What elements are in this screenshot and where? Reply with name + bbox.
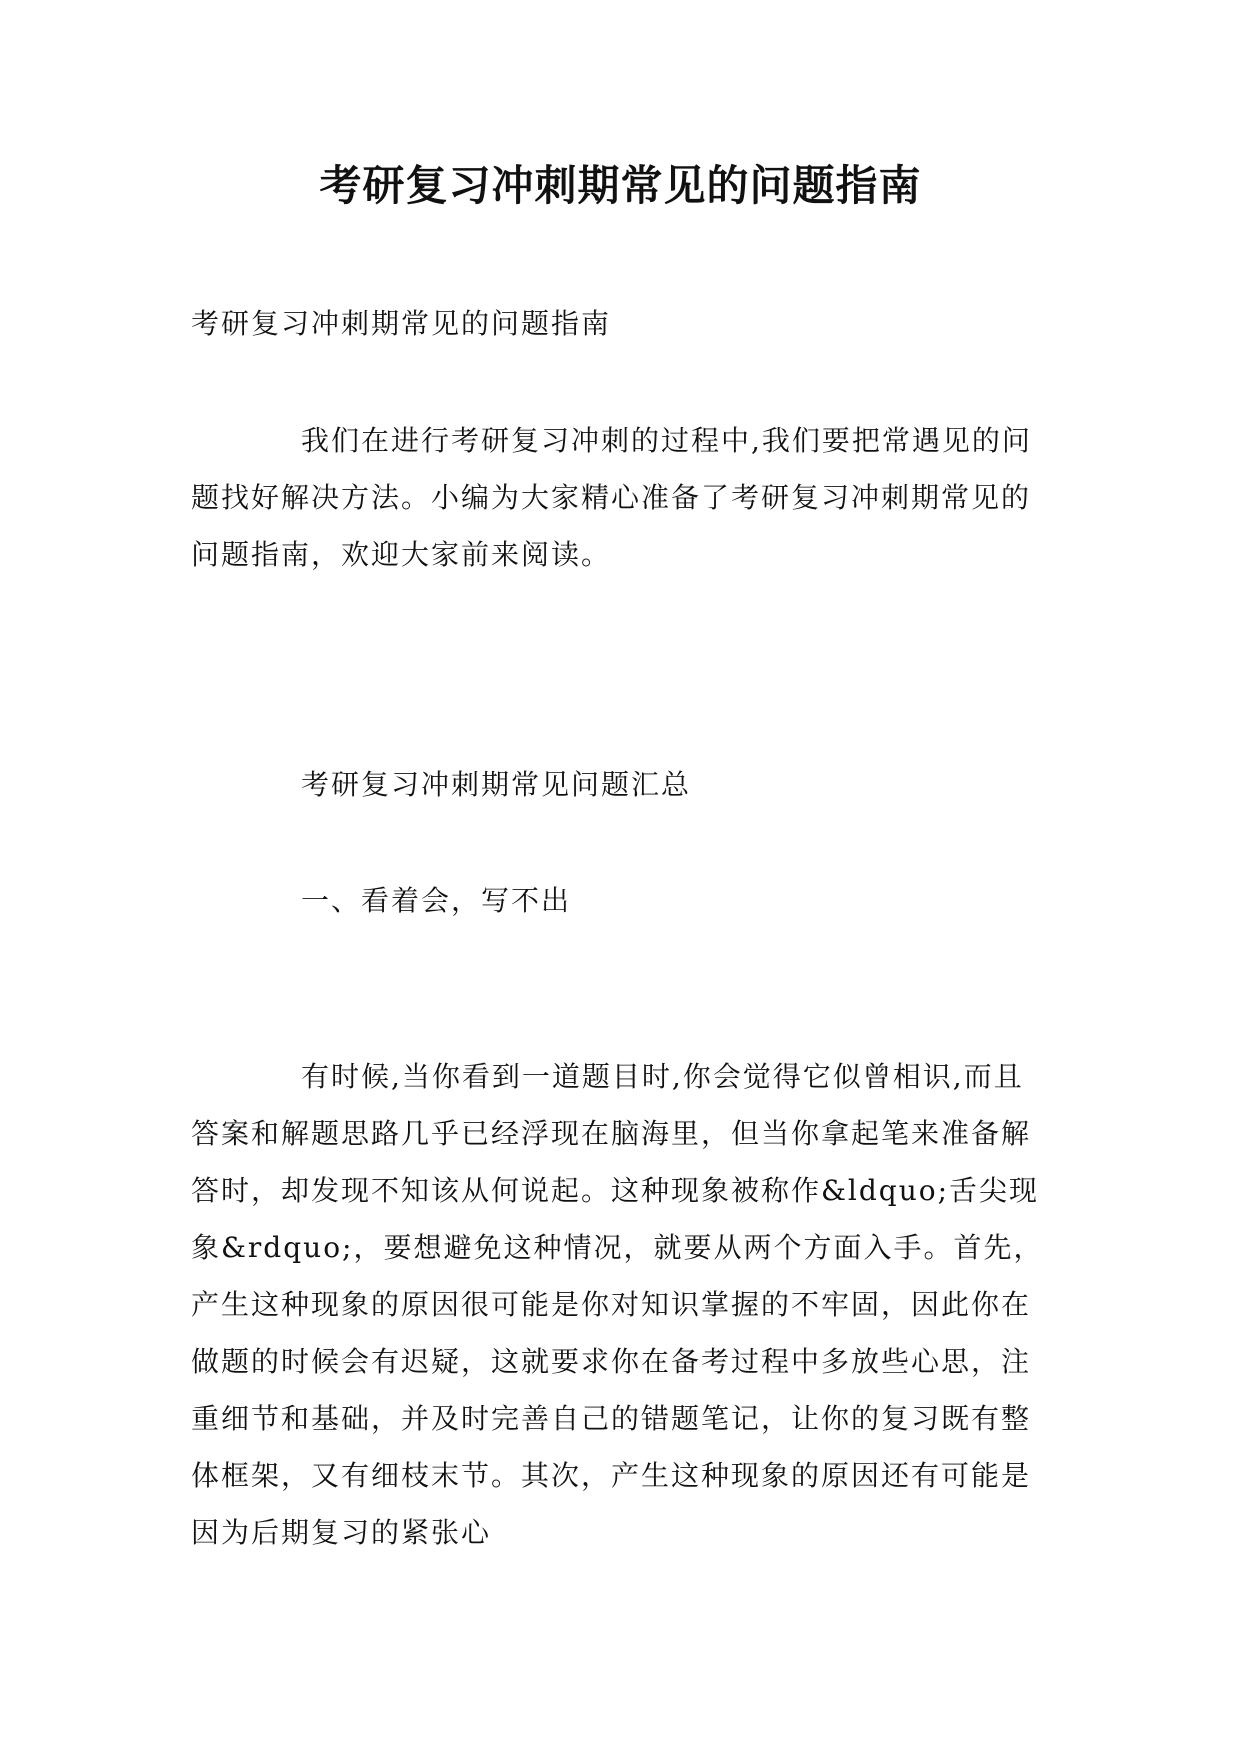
item-heading: 一、看着会，写不出 bbox=[301, 884, 572, 917]
intro-paragraph: 我们在进行考研复习冲刺的过程中,我们要把常遇见的问题找好解决方法。小编为大家精心准备了考研复习冲刺期常见的问题指南，欢迎大家前来阅读。 bbox=[191, 424, 1032, 571]
document-subtitle: 考研复习冲刺期常见的问题指南 bbox=[191, 307, 612, 340]
document-title: 考研复习冲刺期常见的问题指南 bbox=[319, 161, 922, 210]
item-body-paragraph: 有时候,当你看到一道题目时,你会觉得它似曾相识,而且答案和解题思路几乎已经浮现在脑海里，但当你拿起笔来准备解答时，却发现不知该从何说起。这种现象被称作&ldquo;舌尖现象&rdquo;，要想避免这种情况，就要从两个方面入手。首先，产生这种现象的原因很可能是你对知识掌握的不牢固，因此你在做题的时候会有迟疑，这就要求你在备考过程中多放些心思，注重细节和基础，并及时完善自己的错题笔记，让你的复习既有整体框架，又有细枝末节。其次，产生这种现象的原因还有可能是因为后期复习的紧张心 bbox=[191, 1060, 1044, 1549]
section-heading: 考研复习冲刺期常见问题汇总 bbox=[301, 768, 692, 801]
